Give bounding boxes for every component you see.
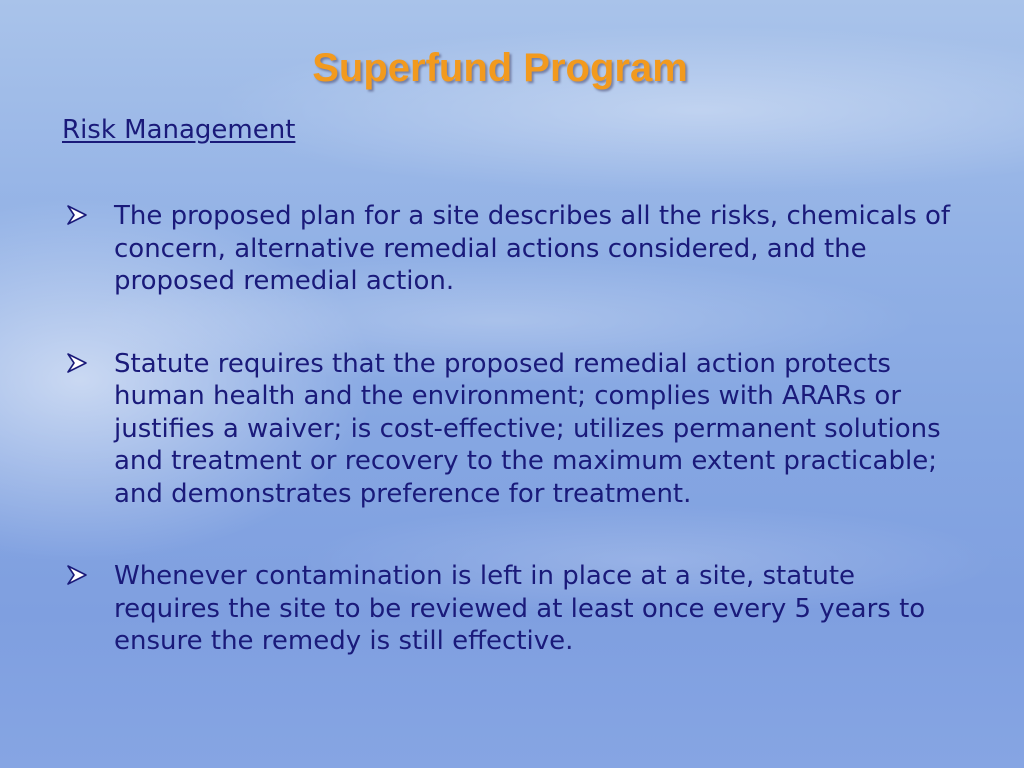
slide-title: Superfund Program: [312, 46, 688, 90]
arrowhead-bullet-icon: [66, 204, 88, 226]
arrowhead-bullet-icon: [66, 564, 88, 586]
bullet-list: [62, 200, 962, 708]
bullet-text: The proposed plan for a site describes all the risks, chemicals of concern, alternative remedial actions considered, and the proposed remedial action.: [114, 201, 951, 296]
bullet-text: Statute requires that the proposed remedial action protects human health and the environment; complies with ARARs or justifies a waiver; is cost-effective; utilizes permanent solutions and treatment or recovery to the maximum extent practicable; and demonstrates preference for treatment.: [114, 348, 941, 509]
bullet-item: [62, 200, 962, 298]
arrowhead-bullet-icon: [66, 352, 88, 374]
slide-subtitle: Risk Management: [62, 115, 296, 145]
bullet-text: Whenever contamination is left in place at a site, statute requires the site to be reviewed at least once every 5 years to ensure the remedy is still effective.: [114, 561, 926, 656]
bullet-item: [62, 560, 962, 658]
bullet-item: [62, 348, 962, 511]
